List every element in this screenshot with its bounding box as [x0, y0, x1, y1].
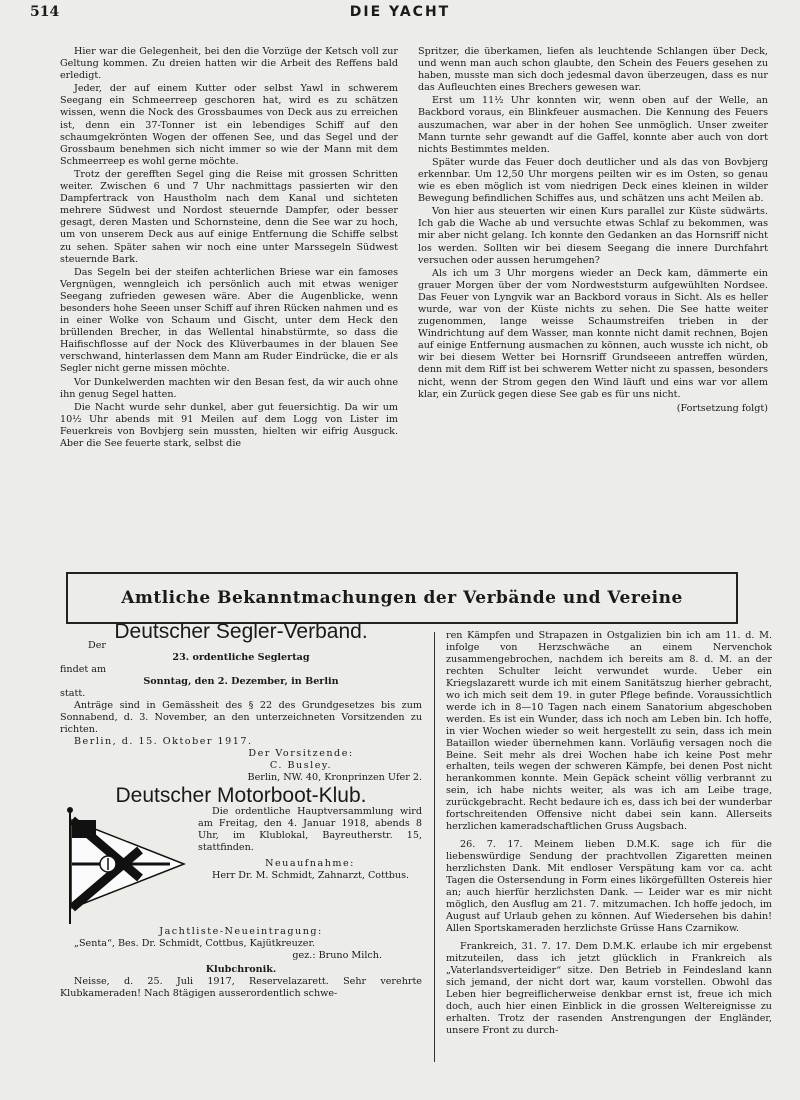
dmk-jachtliste: „Senta“, Bes. Dr. Schmidt, Cottbus, Kajütkreuzer.	[74, 938, 316, 949]
article-paragraph: Vor Dunkelwerden machten wir den Besan fest, da wir auch ohne ihn genug Segel hatten.	[60, 376, 398, 400]
dsv-place-date: Berlin, d. 15. Oktober 1917.	[74, 736, 253, 747]
dsv-heading: Deutscher Segler-Verband.	[114, 620, 368, 643]
article-paragraph: Trotz der gerefften Segel ging die Reise mit grossen Schritten weiter. Zwischen 6 und 7 Uhr nachmittags passierten wir den Dampfertrack von Haustholm nach dem Kanal und sichteten mehrere Südwest und Nordost steuernde Dampfer, oder besser gesagt, deren Masten und Schornsteine, denn die See war zu hoch, um von unserem Deck aus auf einige Entfernung die Schiffe selbst zu sehen. Später sahen wir noch eine unter Marssegeln Südwest steuernde Bark.	[60, 168, 398, 265]
dmk-text	[188, 806, 422, 926]
dmk-signed: gez.: Bruno Milch.	[292, 950, 382, 961]
chronik-paragraph: ren Kämpfen und Strapazen in Ostgalizien bin ich am 11. d. M. infolge von Herzschwäche an einem Nervenchok zusammengebrochen, nachdem ich bereits am 8. d. M. an der rechten Schulter leicht verwundet wurde. Ueber ein Kriegslazarett wurde ich mit einem Sanitätszug hierher gebracht, wo ich mich seit dem 19. in guter Pflege befinde. Voraussichtlich werde ich in 8—10 Tagen nach einem Sanatorium abgeschoben werden. Es ist ein Wunder, dass ich noch am Leben bin. Ich hoffe, in vier Wochen wieder so weit hergestellt zu sein, dass ich mein Bataillon wieder übernehmen kann. Vorläufig versagen noch die Beine. Seit mehr als drei Wochen habe ich keine Post mehr erhalten, teils wegen der schweren Kämpfe, bei denen Post nicht herankommen konnte. Mein Gepäck scheint völlig verbrannt zu sein, ich habe nichts weiter, als was ich am Leibe trage, zurückgebracht. Recht bedaure ich es, dass ich bei der wunderbar fortschreitenden Offensive nicht dabei sein kann. Allerseits herzlichen kameradschaftlichen Gruss Augsbach.	[446, 630, 772, 833]
dmk-block	[60, 806, 422, 926]
dsv-date: Sonntag, den 2. Dezember, in Berlin	[143, 676, 339, 687]
article-paragraph: Später wurde das Feuer doch deutlicher und als das von Bovbjerg erkennbar. Um 12,50 Uhr morgens peilten wir es im Osten, so genau wie es eben möglich ist vom niedrigen Deck eines kleinen in wilder Bewegung befindlichen Schiffes aus, und schätzen uns acht Meilen ab.	[418, 156, 768, 205]
column-divider	[434, 632, 435, 1062]
article-column-left	[60, 46, 398, 451]
dsv-der: Der	[88, 640, 106, 651]
article-paragraph: Von hier aus steuerten wir einen Kurs parallel zur Küste südwärts. Ich gab die Wache ab und versuchte etwas Schlaf zu bekommen, was mir aber nicht gelang. Ich konnte den Gedanken an das Hornsriff nicht los werden. Sollten wir bei diesem Seegang die innere Durchfahrt versuchen oder aussen herumgehen?	[418, 206, 768, 266]
dmk-chronik-title: Klubchronik.	[205, 964, 277, 975]
announcements-column	[60, 620, 422, 1000]
dmk-meeting: Die ordentliche Hauptversammlung wird am Freitag, den 4. Januar 1918, abends 8 Uhr, im Klublokal, Bayreutherstr. 15, stattfinden.	[198, 806, 422, 853]
klubchronik-column	[446, 630, 772, 1042]
article-paragraph: Die Nacht wurde sehr dunkel, aber gut feuersichtig. Da wir um 10½ Uhr abends mit 91 Meilen auf dem Logg von Lister im Feuerkreis von Bovbjerg sein mussten, hielten wir eifrig Ausguck. Aber die See feuerte stark, selbst die	[60, 401, 398, 449]
article-paragraph: Hier war die Gelegenheit, bei den die Vorzüge der Ketsch voll zur Geltung kommen. Zu dreien hatten wir die Arbeit des Reffens bald erledigt.	[60, 46, 398, 82]
dmk-heading: Deutscher Motorboot-Klub.	[115, 784, 367, 807]
dsv-findet-am: findet am	[60, 664, 107, 675]
section-banner-title: Amtliche Bekanntmachungen der Verbände und Vereine	[121, 588, 683, 608]
article-paragraph: Spritzer, die überkamen, liefen als leuchtende Schlangen über Deck, und wenn man auch schon glaubte, den Schein des Feuers gesehen zu haben, musste man sich doch jedesmal davon überzeugen, dass es nur das Aufleuchten eines Brechers gewesen war.	[418, 46, 768, 94]
dmk-chronik-start: Neisse, d. 25. Juli 1917, Reservelazarett. Sehr verehrte Klubkameraden! Nach 8tägigen ausserordentlich schwe-	[60, 976, 422, 999]
section-banner	[66, 572, 738, 624]
dsv-event: 23. ordentliche Seglertag	[172, 652, 310, 663]
dmk-neuaufnahme: Herr Dr. M. Schmidt, Zahnarzt, Cottbus.	[212, 870, 410, 881]
dsv-chair-address: Berlin, NW. 40, Kronprinzen Ufer 2.	[247, 772, 422, 783]
dsv-chair-title: Der Vorsitzende:	[248, 748, 354, 759]
dsv-chair-name: C. Busley.	[269, 760, 333, 771]
page-number: 514	[30, 4, 60, 20]
magazine-title: DIE YACHT	[349, 4, 451, 20]
dsv-statt: statt.	[60, 688, 86, 699]
article-paragraph: Das Segeln bei der steifen achterlichen Briese war ein famoses Vergnügen, wenngleich ich persönlich auch mit etwas weniger Seegang zufrieden gewesen wäre. Aber die Augenblicke, wenn besonders hohe Seeen unser Schiff auf ihren Rücken nahmen und es in einer Wolke von Schaum und Gischt, unter dem Heck den brüllenden Brecher, in das Wellental hinabstürmte, so dass die Haifischflosse auf der Nock des Klüverbaumes in der blauen See verschwand, hinterlassen dem Mann am Ruder Eindrücke, die er als Segler nicht gerne missen möchte.	[60, 266, 398, 375]
article-paragraph: Erst um 11½ Uhr konnten wir, wenn oben auf der Welle, an Backbord voraus, ein Blinkfeuer ausmachen. Die Kennung des Feuers auszumachen, war aber in der hohen See unmöglich. Unser zweiter Mann turnte sehr gewandt auf die Gaffel, konnte aber auch von dort nichts Bestimmtes melden.	[418, 95, 768, 155]
dmk-jachtliste-title: Jachtliste-Neueintragung:	[159, 926, 323, 937]
article-paragraph: Jeder, der auf einem Kutter oder selbst Yawl in schwerem Seegang ein Schmeerreep geschoren hat, wird es zu schätzen wissen, wenn die Nock des Grossbaumes von Deck aus zu erreichen ist, denn ein 37-Tonner ist ein lebendiges Schiff auf den schaumgekrönten Wogen der offenen See, und das Segel und der Grossbaum benehmen sich nicht immer so wie der Mann mit dem Schmeerreep es wohl gerne möchte.	[60, 83, 398, 167]
club-flag-icon	[60, 806, 188, 926]
article-column-right	[418, 46, 768, 415]
chronik-paragraph: Frankreich, 31. 7. 17. Dem D.M.K. erlaube ich mir ergebenst mitzuteilen, dass ich jetzt glücklich in Frankreich als „Vaterlandsverteidiger“ sitze. Den Betrieb in Feindesland kann sich jemand, der nicht dort war, kaum vorstellen. Obwohl das Leben hier begreiflicherweise denkbar ernst ist, freue ich mich doch, auch hier einen Einblick in die grossen Weltereignisse zu erhalten. Trotz der rasenden Anstrengungen der Engländer, unsere Front zu durch-	[446, 940, 772, 1036]
chronik-paragraph: 26. 7. 17. Meinem lieben D.M.K. sage ich für die liebenswürdige Sendung der prachtvollen Zigaretten meinen herzlichsten Dank. Mit endloser Verspätung kam vor ca. acht Tagen die Ostersendung in Form eines likörgefüllten Ostereis hier an; auch hierfür herzlichsten Dank. — Leider war es mir nicht möglich, den Ausflug am 21. 7. mitzumachen. Ich hoffe jedoch, im August auf Urlaub gehen zu können. Auf Wiedersehen bis dahin! Allen Sportskameraden herzlichste Grüsse Hans Czarnikow.	[446, 839, 772, 934]
dmk-neuaufnahme-title: Neuaufnahme:	[265, 858, 355, 869]
dsv-antraege: Anträge sind in Gemässheit des § 22 des Grundgesetzes bis zum Sonnabend, d. 3. November, an den unterzeichneten Vorsitzenden zu richten.	[60, 700, 422, 735]
continuation-note: (Fortsetzung folgt)	[676, 402, 768, 414]
article-paragraph: Als ich um 3 Uhr morgens wieder an Deck kam, dämmerte ein grauer Morgen über der vom Nordweststurm aufgewühlten Nordsee. Das Feuer von Lyngvik war an Backbord voraus in Sicht. Als es heller wurde, war von der Küste nichts zu sehen. Die See hatte weiter zugenommen, lange weisse Schaumstreifen trieben in der Windrichtung auf dem Wasser, man konnte nicht damit rechnen, Bojen auf einige Entfernung ausmachen zu können, auch wusste ich nicht, ob wir bei diesem Wetter bei Hornsriff Grundseeen antreffen würden, denn mit dem Riff ist bei schwerem Wetter nicht zu spassen, besonders nicht, wenn der Strom gegen den Wind läuft und eins war vor allem klar, ein Zurück gegen diese See gab es für uns nicht.	[418, 267, 768, 400]
